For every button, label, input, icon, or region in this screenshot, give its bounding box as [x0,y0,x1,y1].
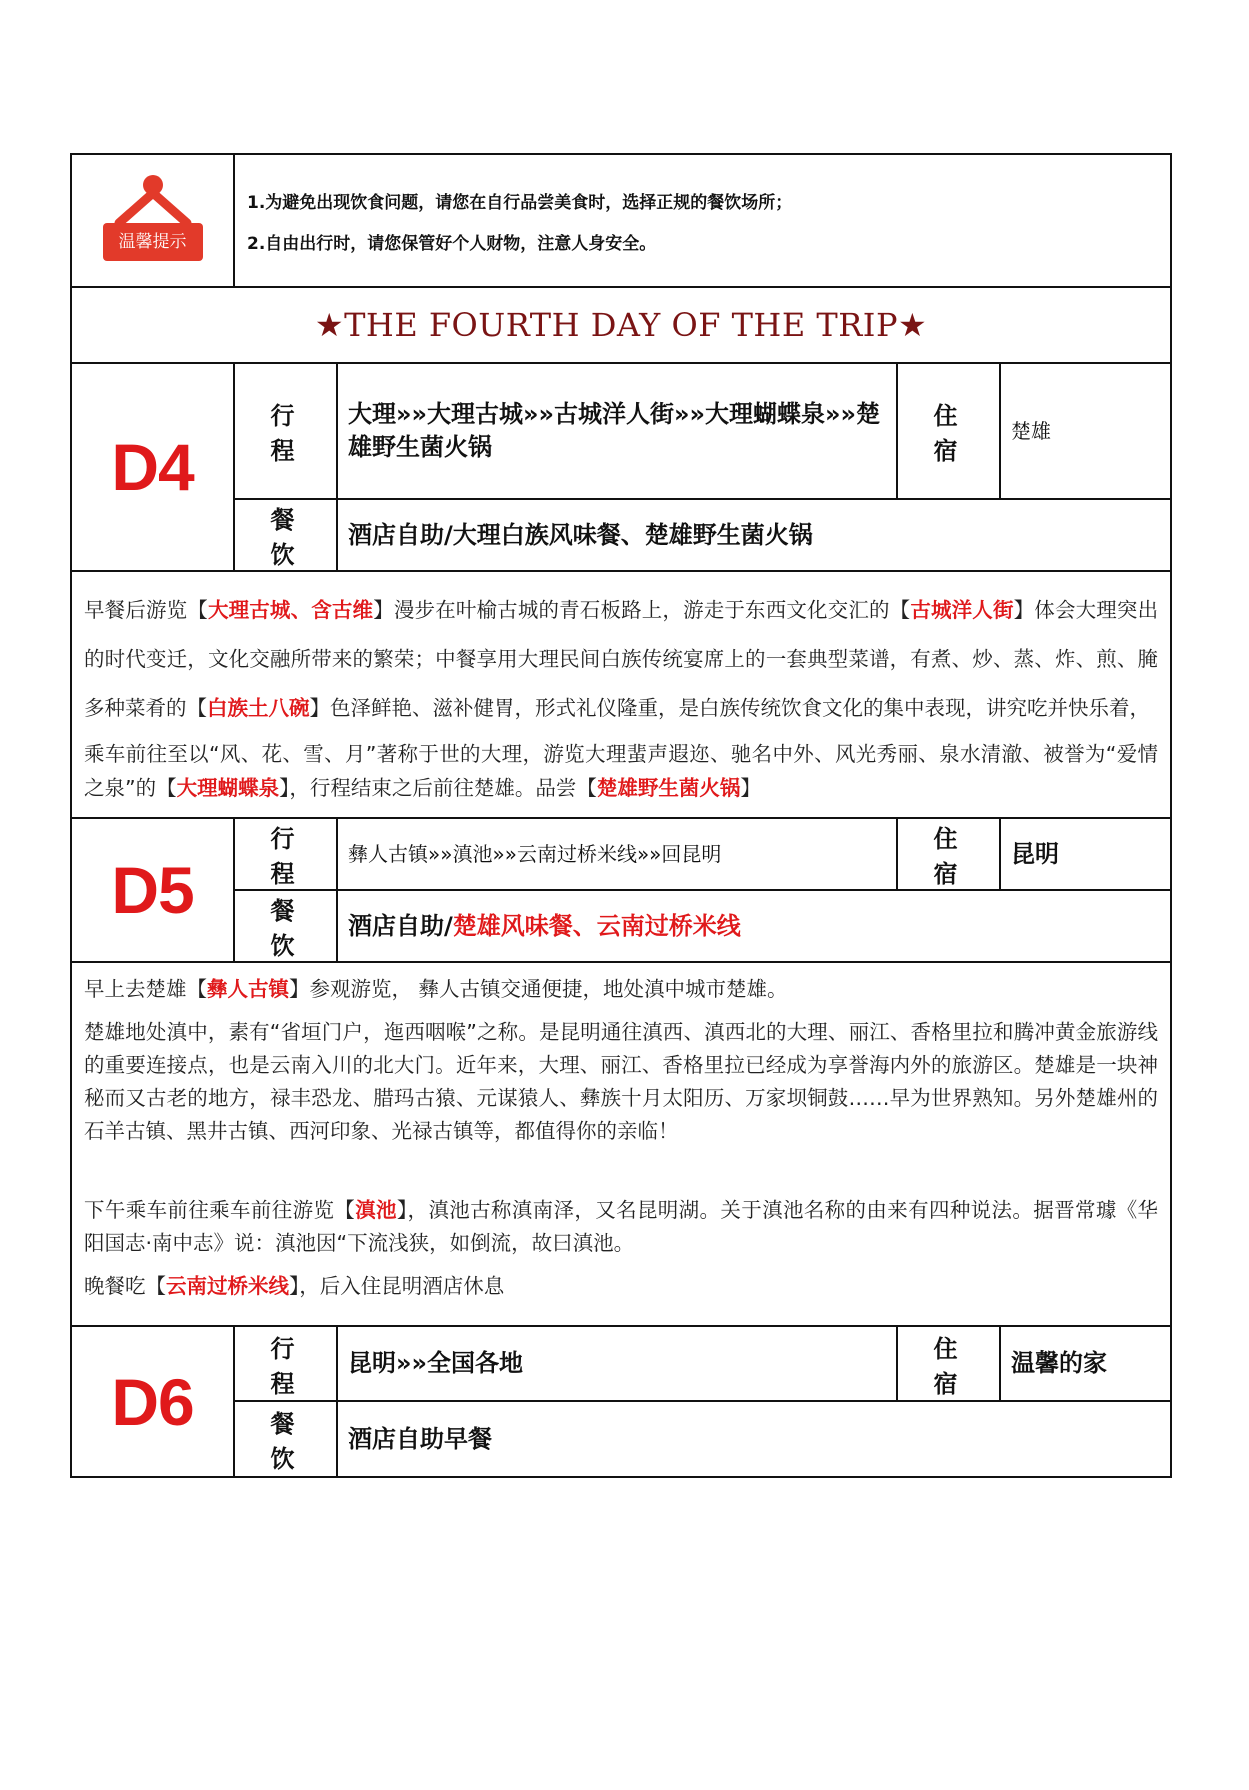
d4-meal-value: 酒店自助/大理白族风味餐、楚雄野生菌火锅 [337,499,1171,571]
d6-meal-label: 餐 饮 [234,1401,337,1477]
d4-route-label: 行 程 [234,363,337,499]
d4-meal-label: 餐 饮 [234,499,337,571]
d4-description-row [71,571,1171,818]
d4-stay-label: 住 宿 [897,363,1000,499]
d6-stay-label: 住 宿 [897,1326,1000,1401]
d6-route-row [71,1326,1171,1401]
d5-paragraph-4: 晚餐吃【云南过桥米线】，后入住昆明酒店休息 [84,1274,505,1298]
d5-description [71,962,1171,1326]
d6-stay-value: 温馨的家 [1000,1326,1171,1401]
tips-sign-cell [71,154,234,287]
d5-meal-label: 餐 饮 [234,890,337,962]
d5-route-label: 行 程 [234,818,337,890]
d6-meal-value: 酒店自助早餐 [337,1401,1171,1477]
d5-day-label: D5 [71,818,234,962]
d4-stay-value: 楚雄 [1000,363,1171,499]
tips-text-cell [234,154,1171,287]
d4-paragraph-2: 乘车前往至以“风、花、雪、月”著称于世的大理，游览大理蜚声遐迩、驰名中外、风光秀丽、泉水清澈、被誉为“爱情之泉”的【大理蝴蝶泉】，行程结束之后前往楚雄。品尝【楚雄野生菌火锅】 [84,742,1159,800]
d5-route-value: 彝人古镇»»滇池»»云南过桥米线»»回昆明 [337,818,897,890]
d5-meal-row [71,890,1171,962]
title-row [71,287,1171,363]
d6-route-value: 昆明»»全国各地 [337,1326,897,1401]
d6-route-label: 行 程 [234,1326,337,1401]
d5-stay-value: 昆明 [1000,818,1171,890]
d6-meal-row [71,1401,1171,1477]
d5-paragraph-1: 早上去楚雄【彝人古镇】参观游览， 彝人古镇交通便捷，地处滇中城市楚雄。 [84,977,788,1001]
d5-stay-label: 住 宿 [897,818,1000,890]
itinerary-document [70,153,1170,1478]
d4-description [71,571,1171,818]
tip-line-1: 1.为避免出现饮食问题，请您在自行品尝美食时，选择正规的餐饮场所； [247,192,793,213]
d4-day-label: D4 [71,363,234,571]
d5-route-row [71,818,1171,890]
d5-meal-value: 酒店自助/楚雄风味餐、云南过桥米线 [337,890,1171,962]
d4-paragraph-1: 早餐后游览【大理古城、含古维】漫步在叶榆古城的青石板路上，游走于东西文化交汇的【古城洋人街】体会大理突出的时代变迁，文化交融所带来的繁荣；中餐享用大理民间白族传统宴席上的一套典型菜谱，有煮、炒、蒸、炸、煎、腌多种菜肴的【白族土八碗】色泽鲜艳、滋补健胃，形式礼仪隆重，是白族传统饮食文化的集中表现，讲究吃并快乐着， [84,598,1159,720]
d5-paragraph-2: 楚雄地处滇中，素有“省垣门户，迤西咽喉”之称。是昆明通往滇西、滇西北的大理、丽江、香格里拉和腾冲黄金旅游线的重要连接点，也是云南入川的北大门。近年来，大理、丽江、香格里拉已经成为享誉海内外的旅游区。楚雄是一块神秘而又古老的地方，禄丰恐龙、腊玛古猿、元谋猿人、彝族十月太阳历、万家坝铜鼓……早为世界熟知。另外楚雄州的石羊古镇、黑井古镇、西河印象、光禄古镇等，都值得你的亲临！ [84,1020,1159,1143]
warm-tip-sign-icon [101,173,205,269]
tip-line-2: 2.自由出行时，请您保管好个人财物，注意人身安全。 [247,233,657,254]
warm-tip-label: 温馨提示 [103,223,203,261]
d4-meal-row [71,499,1171,571]
d5-paragraph-3: 下午乘车前往乘车前往游览【滇池】，滇池古称滇南泽，又名昆明湖。关于滇池名称的由来有四种说法。据晋常璩《华阳国志·南中志》说：滇池因“下流浅狭，如倒流，故曰滇池。 [84,1198,1159,1255]
d6-day-label: D6 [71,1326,234,1477]
tips-row [71,154,1171,287]
day-title: ★THE FOURTH DAY OF THE TRIP★ [71,287,1171,363]
itinerary-table [70,153,1172,1478]
d4-route-value: 大理»»大理古城»»古城洋人街»»大理蝴蝶泉»»楚雄野生菌火锅 [337,363,897,499]
d4-route-row [71,363,1171,499]
d5-description-row [71,962,1171,1326]
